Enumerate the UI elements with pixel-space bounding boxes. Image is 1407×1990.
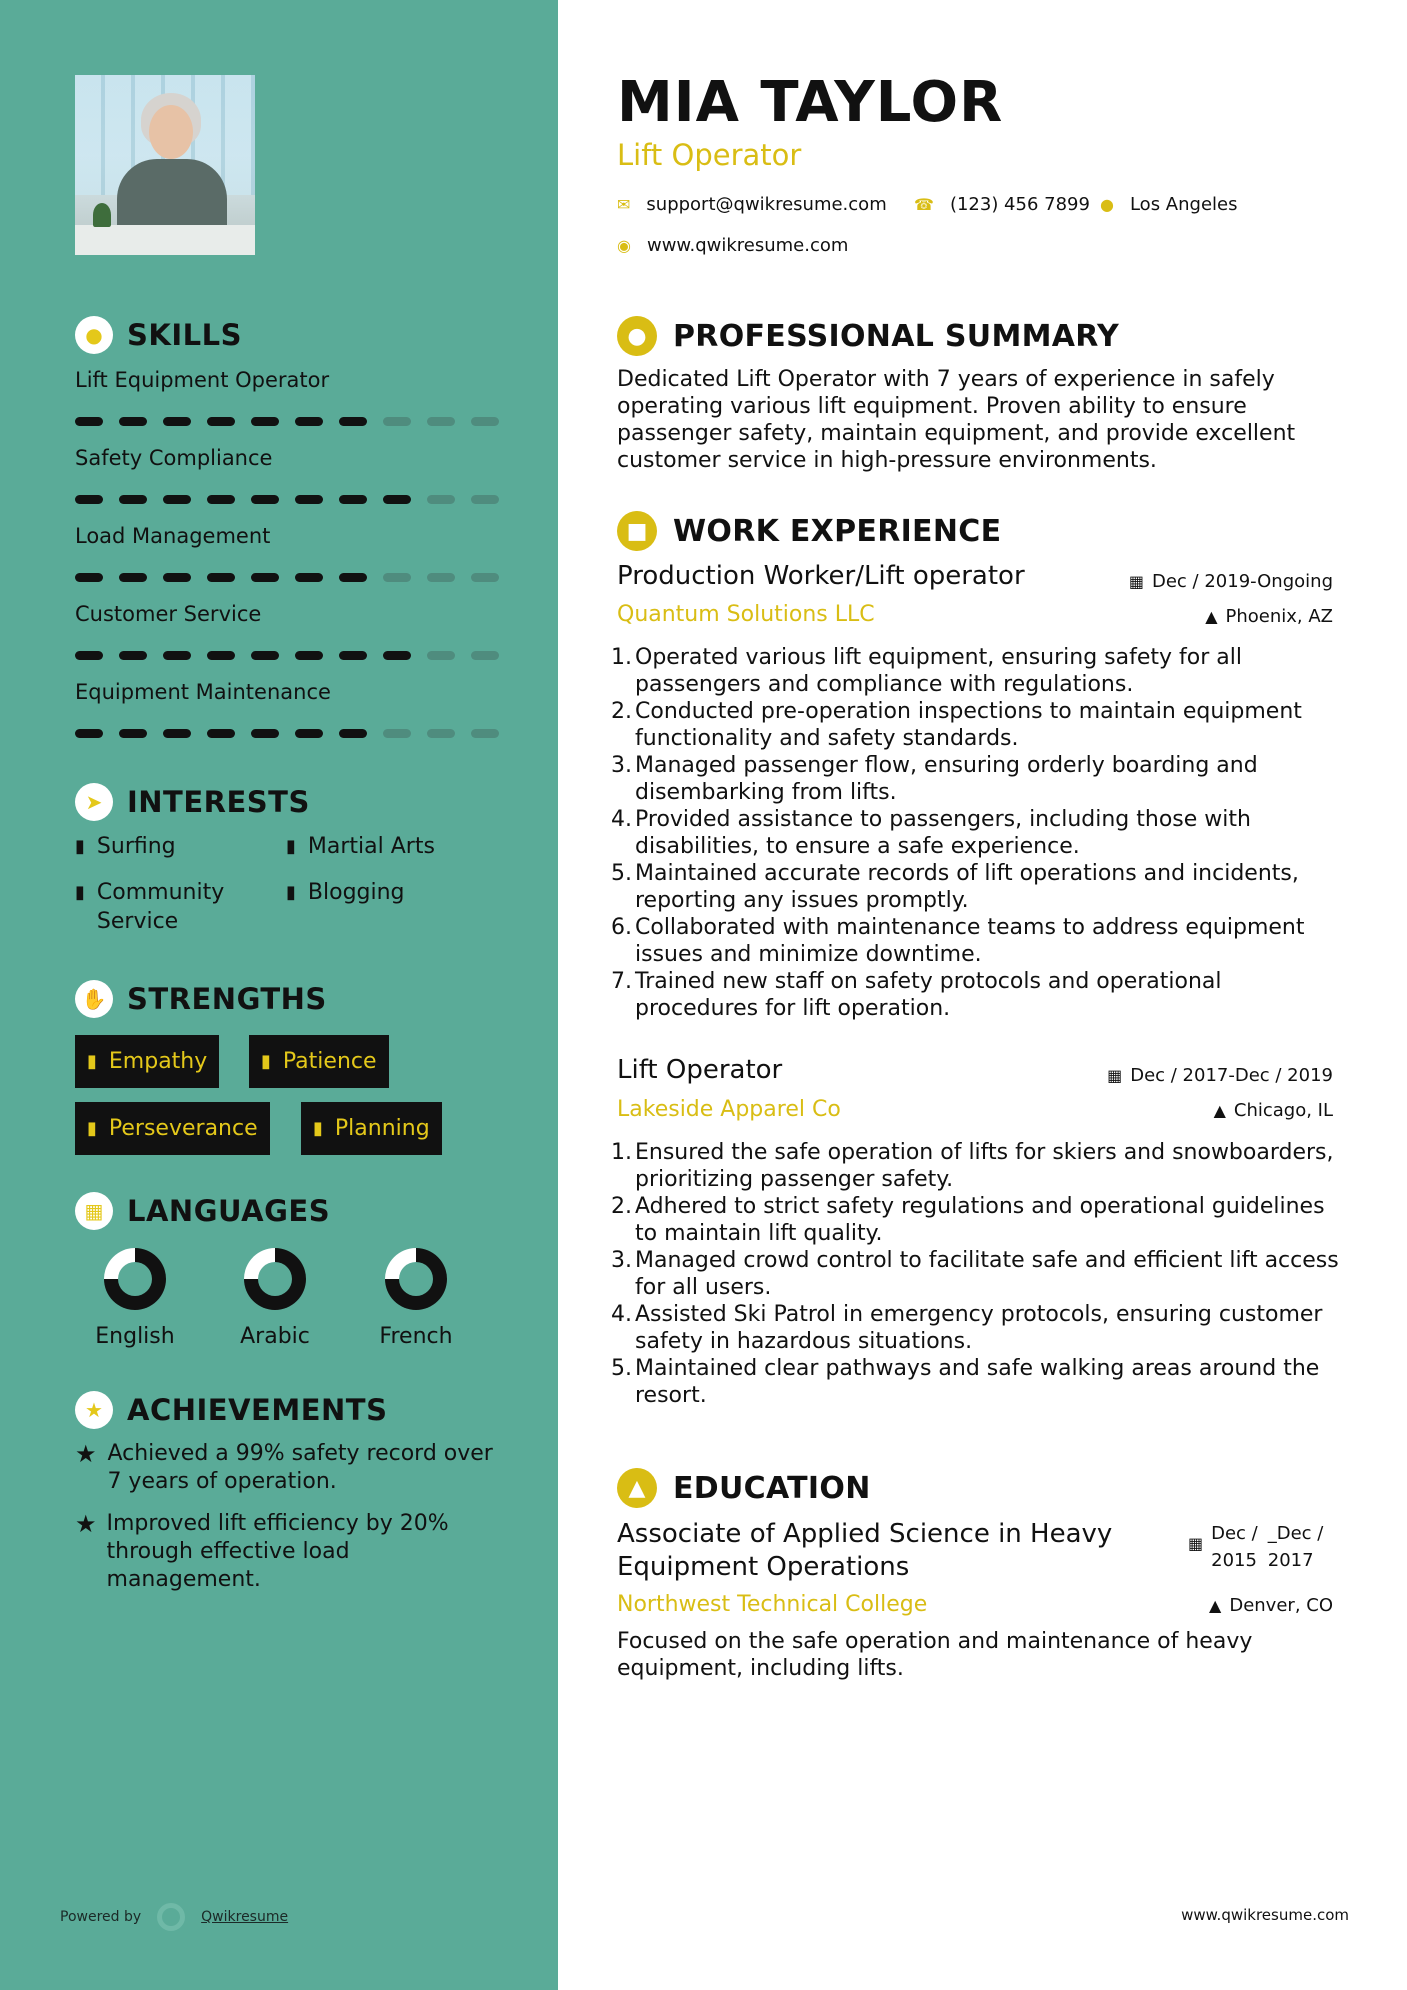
job-title: Production Worker/Lift operator xyxy=(617,561,1025,591)
skill-level-segment xyxy=(163,417,191,426)
skill-name: Lift Equipment Operator xyxy=(75,368,330,392)
skill-level-segment xyxy=(295,417,323,426)
skill-level-segment xyxy=(251,729,279,738)
skill-level-segment xyxy=(471,729,499,738)
contact-website: ◉ www.qwikresume.com xyxy=(617,235,849,256)
skill-level-segment xyxy=(295,573,323,582)
skill-name: Load Management xyxy=(75,524,271,548)
skill-level-segment xyxy=(75,495,103,504)
skill-level-segment xyxy=(163,573,191,582)
qwikresume-logo-icon xyxy=(157,1903,185,1931)
duty-item: 2. Adhered to strict safety regulations and operational guidelines to maintain lift quality. xyxy=(611,1194,1325,1246)
profile-photo xyxy=(75,75,255,255)
star-icon: ★ xyxy=(75,1391,113,1429)
contact-email: ✉ support@qwikresume.com xyxy=(617,194,887,215)
pin-icon: ▲ xyxy=(1209,1596,1222,1615)
job-location: ▲ Chicago, IL xyxy=(1213,1100,1333,1121)
summary-heading: ● PROFESSIONAL SUMMARY xyxy=(617,316,1119,356)
skill-level-segment xyxy=(471,573,499,582)
skill-level-segment xyxy=(339,495,367,504)
strength-chip: ▮ Planning xyxy=(301,1102,442,1155)
language-level-ring xyxy=(104,1248,166,1310)
calendar-icon: ▦ xyxy=(1128,572,1144,591)
duty-item: 2. Conducted pre-operation inspections to maintain equipment functionality and safety standards. xyxy=(611,699,1302,751)
achievement-item: ★ Improved lift efficiency by 20% through effective load management. xyxy=(75,1510,449,1592)
education-location: ▲ Denver, CO xyxy=(1209,1595,1333,1616)
skill-level-segment xyxy=(163,729,191,738)
skill-level-segment xyxy=(339,651,367,660)
skill-level-segment xyxy=(383,651,411,660)
interest-item: ▮ Blogging xyxy=(286,880,405,905)
education-heading: ▲ EDUCATION xyxy=(617,1468,871,1508)
skill-level-segment xyxy=(75,651,103,660)
skill-level-bar xyxy=(75,495,500,504)
skill-level-segment xyxy=(295,651,323,660)
book-icon: ▮ xyxy=(75,836,85,857)
skill-level-segment xyxy=(251,417,279,426)
candidate-name: MIA TAYLOR xyxy=(617,70,1004,135)
interest-item: ▮ Surfing xyxy=(75,834,176,859)
duty-item: 1. Ensured the safe operation of lifts for skiers and snowboarders, prioritizing passenger safety. xyxy=(611,1140,1334,1192)
skill-level-segment xyxy=(251,495,279,504)
duty-item: 3. Managed crowd control to facilitate safe and efficient lift access for all users. xyxy=(611,1248,1339,1300)
interest-item: ▮ Community Service xyxy=(75,880,225,934)
skill-level-bar xyxy=(75,651,500,660)
skill-level-segment xyxy=(383,417,411,426)
skill-level-segment xyxy=(427,417,455,426)
skill-level-segment xyxy=(207,495,235,504)
summary-text: Dedicated Lift Operator with 7 years of experience in safely operating various lift equipment. Proven ability to ensure passenger safety, maintain equipment, and provide excellent customer service in high-pressure environments. xyxy=(617,367,1296,473)
duty-item: 5. Maintained accurate records of lift operations and incidents, reporting any issues promptly. xyxy=(611,861,1299,913)
lightbulb-icon: ● xyxy=(75,316,113,354)
skill-level-segment xyxy=(427,651,455,660)
skill-level-segment xyxy=(75,573,103,582)
duty-item: 7. Trained new staff on safety protocols and operational procedures for lift operation. xyxy=(611,969,1222,1021)
skill-level-segment xyxy=(471,495,499,504)
skill-level-segment xyxy=(251,573,279,582)
strength-chip: ▮ Patience xyxy=(249,1035,389,1088)
skill-level-segment xyxy=(119,729,147,738)
skill-level-segment xyxy=(75,417,103,426)
duty-item: 3. Managed passenger flow, ensuring orderly boarding and disembarking from lifts. xyxy=(611,753,1258,805)
language-level-ring xyxy=(385,1248,447,1310)
duty-item: 5. Maintained clear pathways and safe walking areas around the resort. xyxy=(611,1356,1320,1408)
skill-level-segment xyxy=(119,651,147,660)
education-school: Northwest Technical College xyxy=(617,1592,928,1617)
strengths-heading: ✋ STRENGTHS xyxy=(75,980,327,1018)
skill-level-segment xyxy=(427,495,455,504)
skill-level-segment xyxy=(339,573,367,582)
strength-chip: ▮ Empathy xyxy=(75,1035,219,1088)
education-date: ▦ Dec / 2015 _Dec / 2017 xyxy=(1188,1520,1323,1574)
skill-level-segment xyxy=(163,651,191,660)
duty-item: 6. Collaborated with maintenance teams to address equipment issues and minimize downtime. xyxy=(611,915,1305,967)
strength-chip: ▮ Perseverance xyxy=(75,1102,270,1155)
skill-level-segment xyxy=(251,651,279,660)
contact-phone: ☎ (123) 456 7899 xyxy=(914,194,1090,215)
skill-level-segment xyxy=(339,417,367,426)
book-icon: ▮ xyxy=(286,882,296,903)
paper-plane-icon: ➤ xyxy=(75,783,113,821)
experience-heading: ■ WORK EXPERIENCE xyxy=(617,511,1001,551)
language-level-ring xyxy=(244,1248,306,1310)
footer-url[interactable]: www.qwikresume.com xyxy=(1181,1906,1349,1924)
education-degree: Associate of Applied Science in Heavy Equipment Operations xyxy=(617,1519,1113,1582)
job-date: ▦ Dec / 2019-Ongoing xyxy=(1128,571,1333,592)
job-company: Quantum Solutions LLC xyxy=(617,602,875,627)
job-title: Lift Operator xyxy=(617,1055,783,1085)
skill-level-segment xyxy=(207,729,235,738)
skill-level-bar xyxy=(75,573,500,582)
skill-level-segment xyxy=(119,573,147,582)
skill-name: Customer Service xyxy=(75,602,262,626)
phone-icon: ☎ xyxy=(914,195,934,214)
skill-level-segment xyxy=(383,495,411,504)
calendar-icon: ▦ xyxy=(1188,1534,1204,1553)
skill-level-bar xyxy=(75,417,500,426)
sidebar xyxy=(0,0,558,1990)
candidate-role: Lift Operator xyxy=(617,138,802,172)
duty-item: 4. Assisted Ski Patrol in emergency protocols, ensuring customer safety in hazardous situations. xyxy=(611,1302,1323,1354)
job-date: ▦ Dec / 2017-Dec / 2019 xyxy=(1107,1065,1333,1086)
duty-item: 4. Provided assistance to passengers, including those with disabilities, to ensure a safe experience. xyxy=(611,807,1251,859)
book-icon: ▮ xyxy=(286,836,296,857)
skill-level-segment xyxy=(383,729,411,738)
skill-level-segment xyxy=(119,495,147,504)
skill-level-segment xyxy=(75,729,103,738)
interests-heading: ➤ INTERESTS xyxy=(75,783,310,821)
skill-level-segment xyxy=(427,573,455,582)
interest-item: ▮ Martial Arts xyxy=(286,834,435,859)
skill-level-segment xyxy=(427,729,455,738)
achievement-item: ★ Achieved a 99% safety record over 7 years of operation. xyxy=(75,1440,493,1494)
star-icon: ★ xyxy=(75,1440,97,1468)
skills-heading: ● SKILLS xyxy=(75,316,242,354)
user-icon: ● xyxy=(617,316,657,356)
contact-location: ● Los Angeles xyxy=(1100,194,1238,215)
globe-icon: ◉ xyxy=(617,236,631,255)
skill-level-segment xyxy=(207,573,235,582)
language-item: Arabic xyxy=(215,1248,335,1349)
job-duties xyxy=(611,644,1351,1022)
pin-icon: ▲ xyxy=(1205,607,1218,626)
languages-heading: ▦ LANGUAGES xyxy=(75,1192,330,1230)
skill-name: Equipment Maintenance xyxy=(75,680,331,704)
language-item: French xyxy=(356,1248,476,1349)
skill-level-segment xyxy=(207,651,235,660)
education-description: Focused on the safe operation and maintenance of heavy equipment, including lifts. xyxy=(617,1629,1253,1681)
duty-item: 1. Operated various lift equipment, ensuring safety for all passengers and compliance with regulations. xyxy=(611,645,1242,697)
book-icon: ▮ xyxy=(261,1051,271,1072)
job-duties xyxy=(611,1139,1351,1409)
skill-level-segment xyxy=(207,417,235,426)
skill-level-segment xyxy=(295,729,323,738)
graduation-cap-icon: ▲ xyxy=(617,1468,657,1508)
powered-by: Powered by Qwikresume xyxy=(60,1903,288,1931)
skill-level-segment xyxy=(163,495,191,504)
skill-level-segment xyxy=(295,495,323,504)
briefcase-icon: ■ xyxy=(617,511,657,551)
fist-icon: ✋ xyxy=(75,980,113,1018)
book-icon: ▮ xyxy=(313,1118,323,1139)
book-icon: ▮ xyxy=(75,882,85,903)
calendar-icon: ▦ xyxy=(1107,1066,1123,1085)
map-pin-icon: ● xyxy=(1100,195,1114,214)
job-location: ▲ Phoenix, AZ xyxy=(1205,606,1333,627)
language-item: English xyxy=(75,1248,195,1349)
skill-level-segment xyxy=(119,417,147,426)
skill-level-segment xyxy=(471,417,499,426)
skill-level-segment xyxy=(383,573,411,582)
book-icon: ▮ xyxy=(87,1051,97,1072)
achievements-heading: ★ ACHIEVEMENTS xyxy=(75,1391,387,1429)
qwikresume-link[interactable]: Qwikresume xyxy=(201,1909,289,1925)
pin-icon: ▲ xyxy=(1213,1101,1226,1120)
book-icon: ▮ xyxy=(87,1118,97,1139)
skill-level-segment xyxy=(471,651,499,660)
skill-level-bar xyxy=(75,729,500,738)
star-icon: ★ xyxy=(75,1510,97,1538)
skill-level-segment xyxy=(339,729,367,738)
skill-name: Safety Compliance xyxy=(75,446,273,470)
id-card-icon: ▦ xyxy=(75,1192,113,1230)
job-company: Lakeside Apparel Co xyxy=(617,1097,841,1122)
envelope-icon: ✉ xyxy=(617,195,631,214)
